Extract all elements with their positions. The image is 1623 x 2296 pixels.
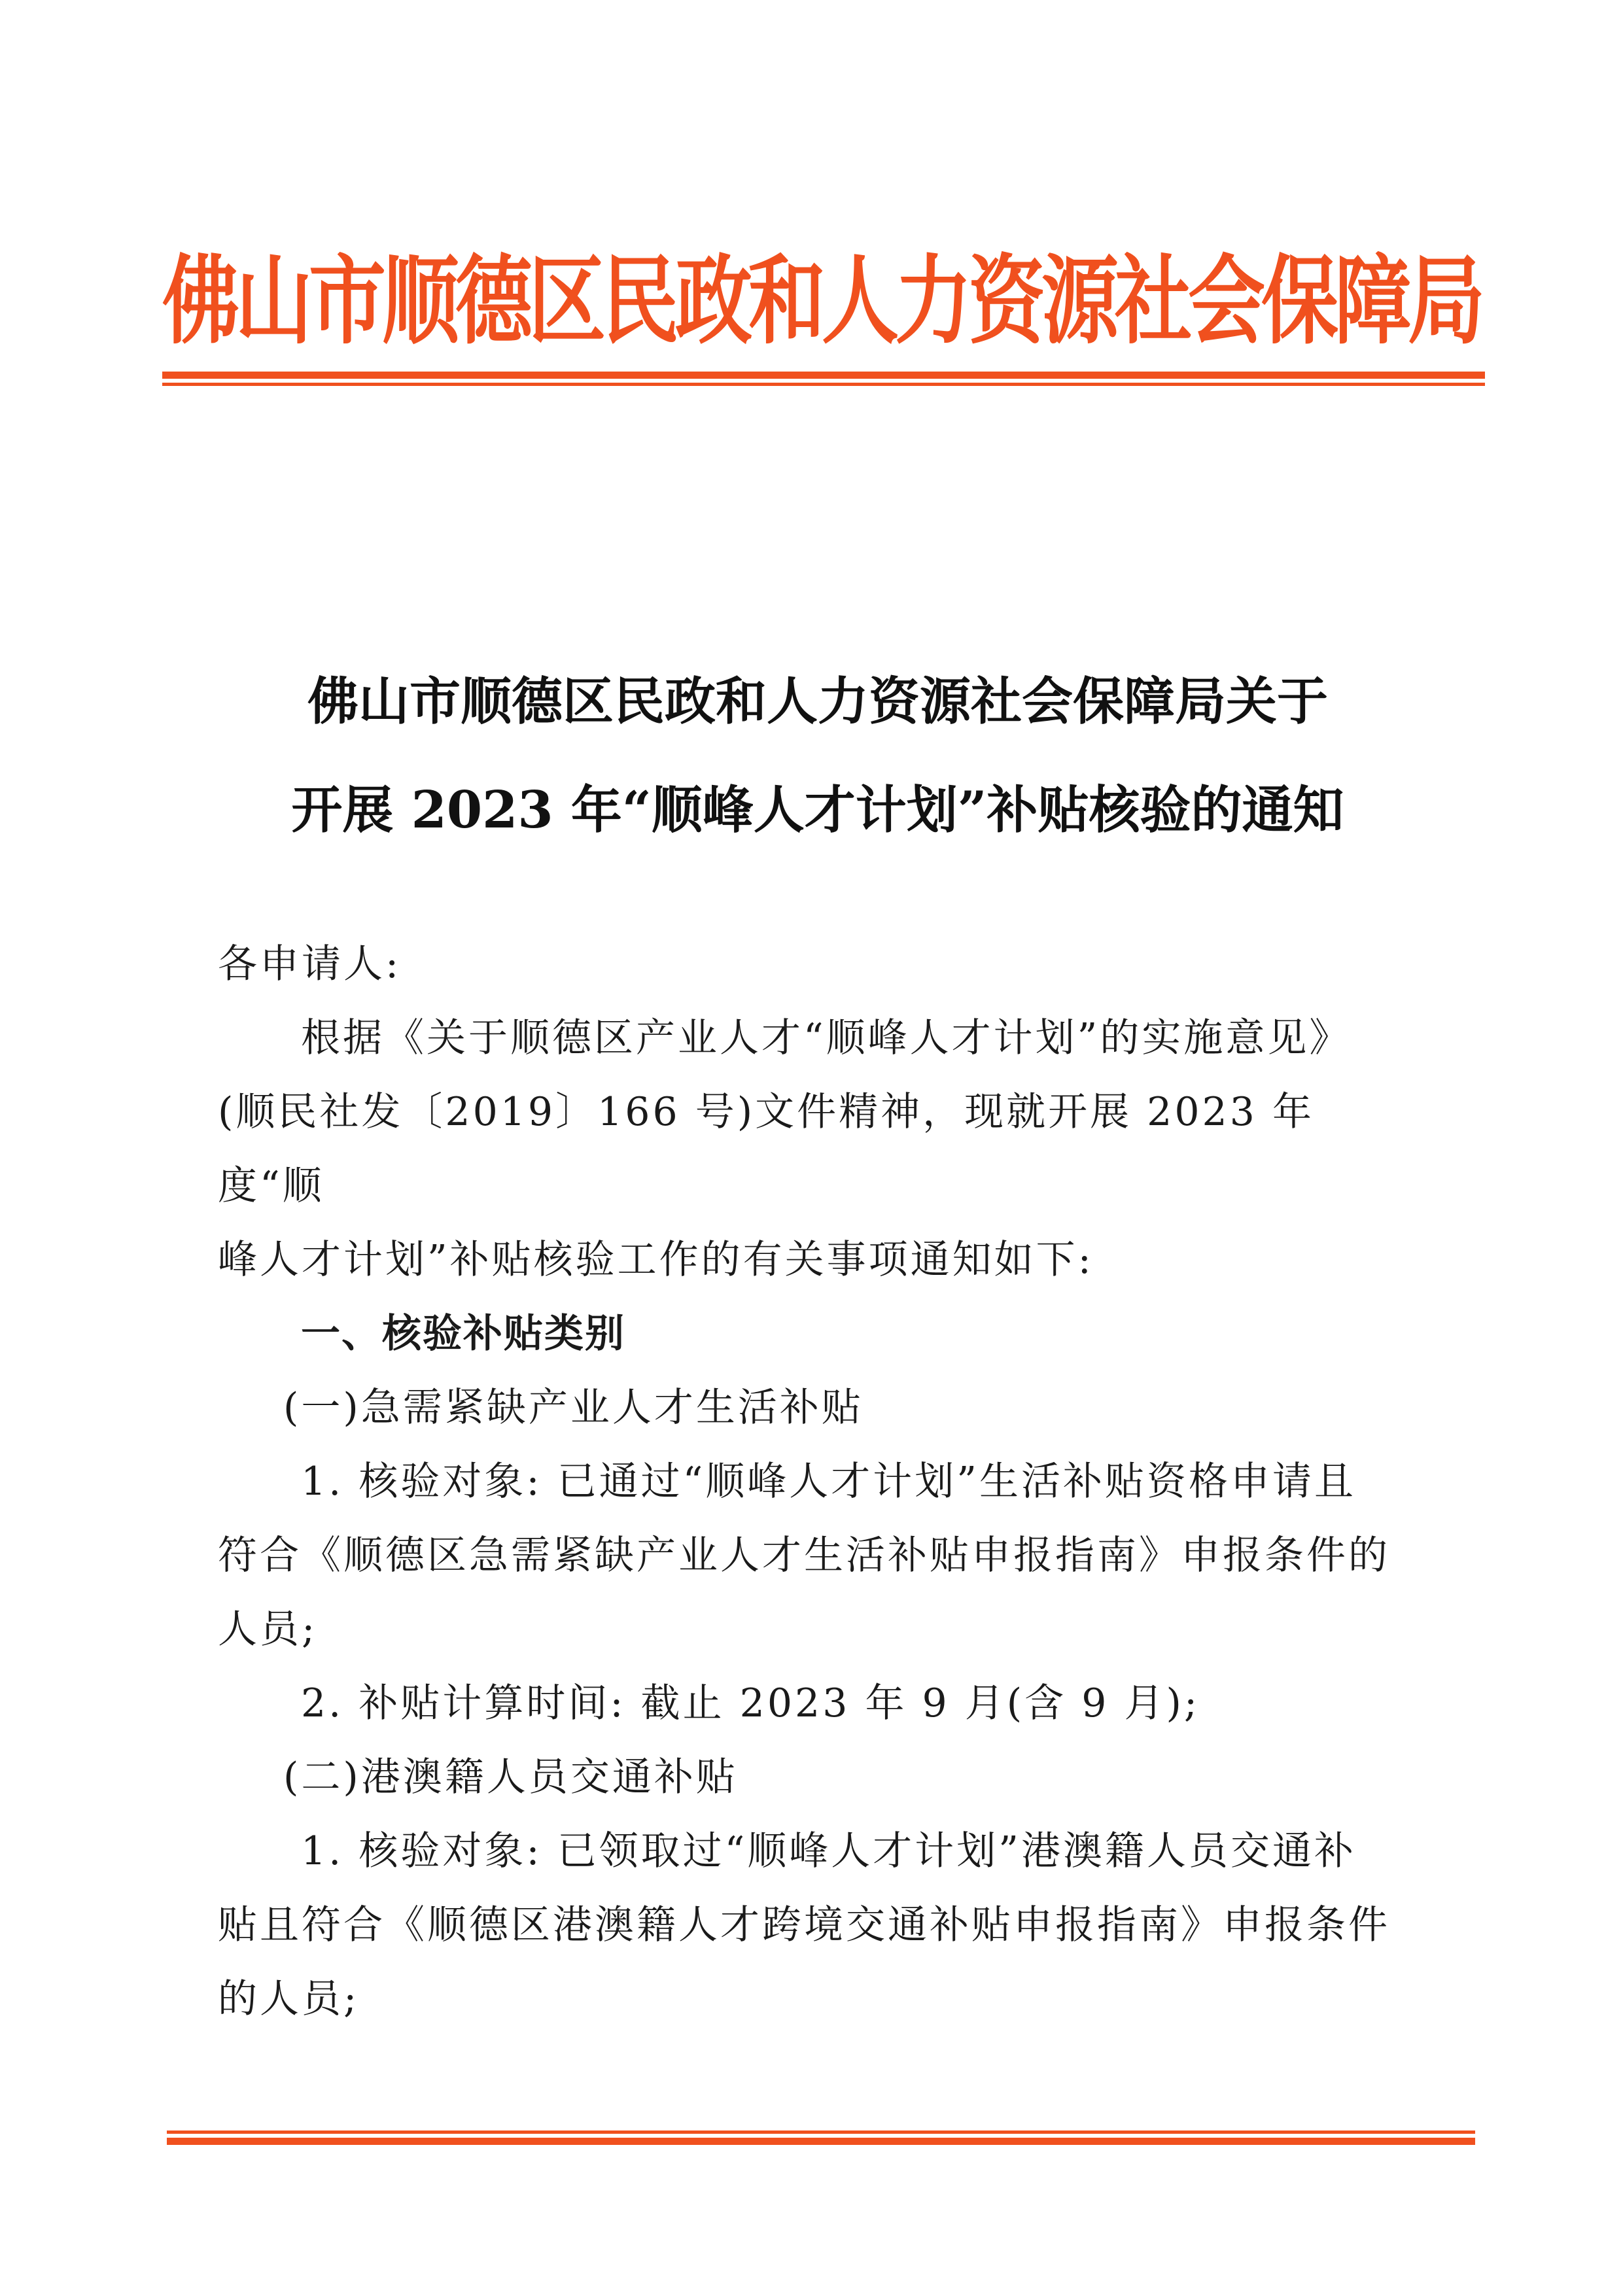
masthead-org-name: 佛山市顺德区民政和人力资源社会保障局 (162, 243, 1482, 358)
subsection-2-item-1-line-2: 贴且符合《顺德区港澳籍人才跨境交通补贴申报指南》申报条件 (218, 1902, 1390, 1948)
document-title (196, 648, 1439, 865)
subsection-2-item-1-line-1: 1. 核验对象: 已领取过“顺峰人才计划”港澳籍人员交通补 (301, 1828, 1356, 1874)
document-body (218, 928, 1415, 2036)
intro-line-3: 峰人才计划”补贴核验工作的有关事项通知如下: (218, 1237, 1094, 1283)
footer-rule (167, 2131, 1475, 2145)
subsection-1-item-1-line-2: 符合《顺德区急需紧缺产业人才生活补贴申报指南》申报条件的 (218, 1533, 1390, 1578)
footer-rule-thick (167, 2138, 1475, 2145)
intro-line-2: (顺民社发〔2019〕166 号)文件精神，现就开展 2023 年度“顺 (218, 1089, 1314, 1209)
salutation: 各申请人: (218, 941, 402, 987)
intro-line-1: 根据《关于顺德区产业人才“顺峰人才计划”的实施意见》 (301, 1015, 1352, 1061)
masthead-rule (162, 372, 1485, 386)
document-title-line-1: 佛山市顺德区民政和人力资源社会保障局关于 (307, 672, 1328, 731)
subsection-2-item-1-line-3: 的人员; (218, 1976, 360, 2022)
subsection-2-heading: (二)港澳籍人员交通补贴 (283, 1754, 738, 1800)
section-1-heading: 一、核验补贴类别 (301, 1311, 625, 1357)
subsection-1-item-1-line-1: 1. 核验对象: 已通过“顺峰人才计划”生活补贴资格申请且 (301, 1459, 1356, 1505)
masthead-rule-thin (162, 383, 1485, 386)
subsection-1-item-2: 2. 补贴计算时间: 截止 2023 年 9 月(含 9 月); (301, 1680, 1200, 1726)
masthead-rule-thick (162, 372, 1485, 379)
subsection-1-heading: (一)急需紧缺产业人才生活补贴 (283, 1385, 864, 1431)
subsection-1-item-1-line-3: 人员; (218, 1607, 318, 1652)
document-title-line-2: 开展 2023 年“顺峰人才计划”补贴核验的通知 (291, 780, 1344, 840)
